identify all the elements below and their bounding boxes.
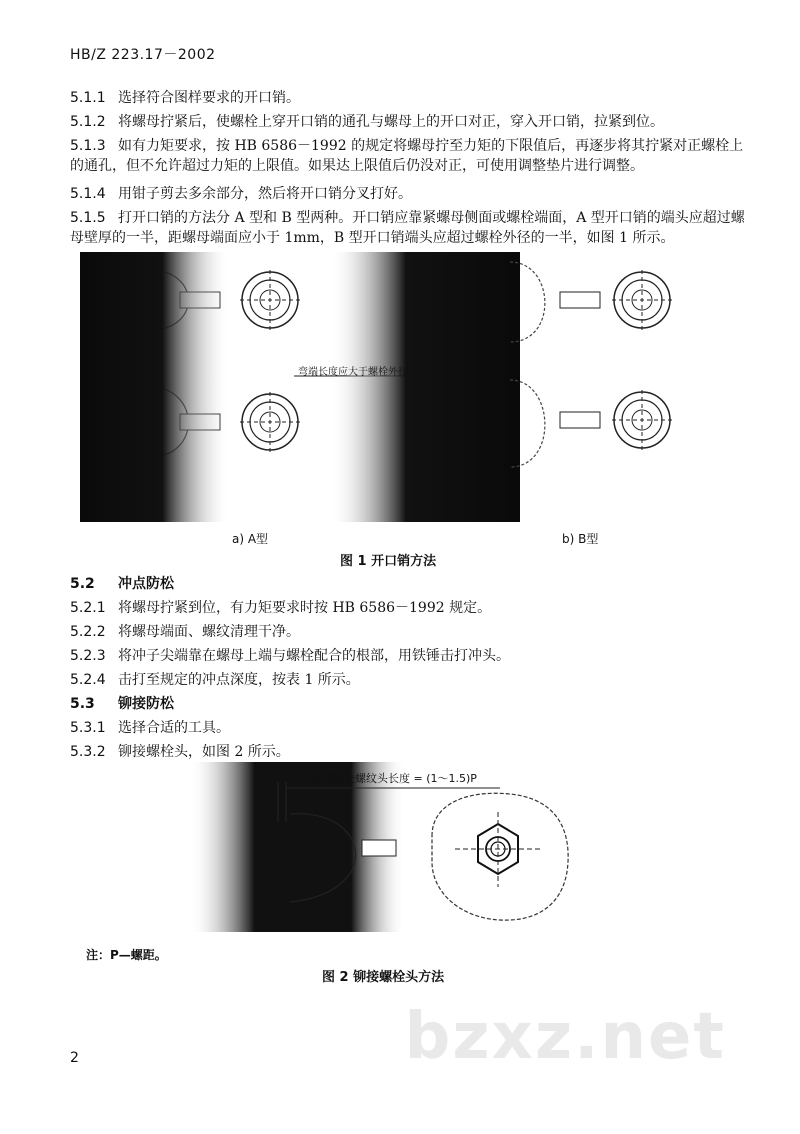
clause-5-1-3: [70, 136, 750, 176]
section-5-2-heading: [70, 574, 750, 594]
b-end-view-top: [612, 270, 672, 330]
figure-2-caption: 图 2 铆接螺栓头方法: [322, 970, 445, 985]
clause-text: 击打至规定的冲点深度，按表 1 所示。: [118, 672, 360, 688]
a-end-view-bottom: [240, 392, 300, 452]
clause-5-1-4: [70, 184, 750, 204]
a-end-view-top: [240, 270, 300, 330]
clause-5-2-2: [70, 622, 750, 642]
figure-1-caption: 图 1 开口销方法: [340, 554, 437, 569]
clause-number: 5.2.1: [70, 600, 106, 616]
figure-2-annotation: 准备铆接处螺纹头长度 = (1～1.5)P: [300, 772, 477, 785]
clause-5-1-2: [70, 112, 750, 132]
clause-number: 5.1.3: [70, 138, 106, 154]
heading-number: 5.3: [70, 696, 95, 712]
heading-text: 铆接防松: [118, 696, 174, 712]
clause-text: 打开口销的方法分 A 型和 B 型两种。开口销应靠紧螺母侧面或螺栓端面，A 型开口销的端头应超过螺母壁厚的一半，距螺母端面应小于 1mm，B 型开口销端头应超过螺栓外径的一半，如图 1 所示。: [70, 210, 745, 246]
clause-text: 用钳子剪去多余部分，然后将开口销分叉打好。: [118, 186, 412, 202]
document-code: HB/Z 223.17－2002: [70, 47, 216, 63]
clause-5-2-3: [70, 646, 750, 666]
figure-2-drawing: [170, 762, 580, 932]
clause-number: 5.3.1: [70, 720, 106, 736]
clause-5-3-1: [70, 718, 750, 738]
clause-number: 5.3.2: [70, 744, 106, 760]
clause-number: 5.2.3: [70, 648, 106, 664]
clause-text: 选择符合图样要求的开口销。: [118, 90, 300, 106]
clause-text: 将冲子尖端靠在螺母上端与螺栓配合的根部，用铁锤击打冲头。: [118, 648, 510, 664]
figure-1-annotation: 弯端长度应大于螺栓外径: [298, 367, 408, 378]
clause-text: 将螺母拧紧到位，有力矩要求时按 HB 6586－1992 规定。: [118, 600, 492, 616]
clause-5-2-4: [70, 670, 750, 690]
clause-number: 5.1.5: [70, 210, 106, 226]
clause-number: 5.1.4: [70, 186, 106, 202]
clause-number: 5.1.2: [70, 114, 106, 130]
figure-1-label-b: b) B型: [562, 532, 599, 546]
clause-text: 铆接螺栓头，如图 2 所示。: [118, 744, 290, 760]
clause-text: 选择合适的工具。: [118, 720, 230, 736]
page-number: 2: [70, 1050, 79, 1066]
clause-5-3-2: [70, 742, 750, 762]
b-end-view-bottom: [612, 390, 672, 450]
watermark: bzxz.net: [404, 1000, 726, 1074]
figure-1-drawing: [80, 252, 720, 544]
figure-1-label-a: a) A型: [232, 532, 269, 546]
clause-number: 5.2.4: [70, 672, 106, 688]
figure-2-note: 注：P—螺距。: [86, 948, 167, 962]
clause-5-1-1: [70, 88, 750, 108]
clause-number: 5.2.2: [70, 624, 106, 640]
clause-5-2-1: [70, 598, 750, 618]
heading-number: 5.2: [70, 576, 95, 592]
clause-text: 如有力矩要求，按 HB 6586－1992 的规定将螺母拧至力矩的下限值后，再逐步将其拧紧对正螺栓上的通孔，但不允许超过力矩的上限值。如果达上限值后仍没对正，可使用调整垫片进行调整。: [70, 138, 744, 174]
heading-text: 冲点防松: [118, 576, 174, 592]
clause-text: 将螺母拧紧后，使螺栓上穿开口销的通孔与螺母上的开口对正，穿入开口销，拉紧到位。: [118, 114, 664, 130]
clause-text: 将螺母端面、螺纹清理干净。: [118, 624, 300, 640]
clause-number: 5.1.1: [70, 90, 106, 106]
clause-5-1-5: [70, 208, 750, 248]
section-5-3-heading: [70, 694, 750, 714]
